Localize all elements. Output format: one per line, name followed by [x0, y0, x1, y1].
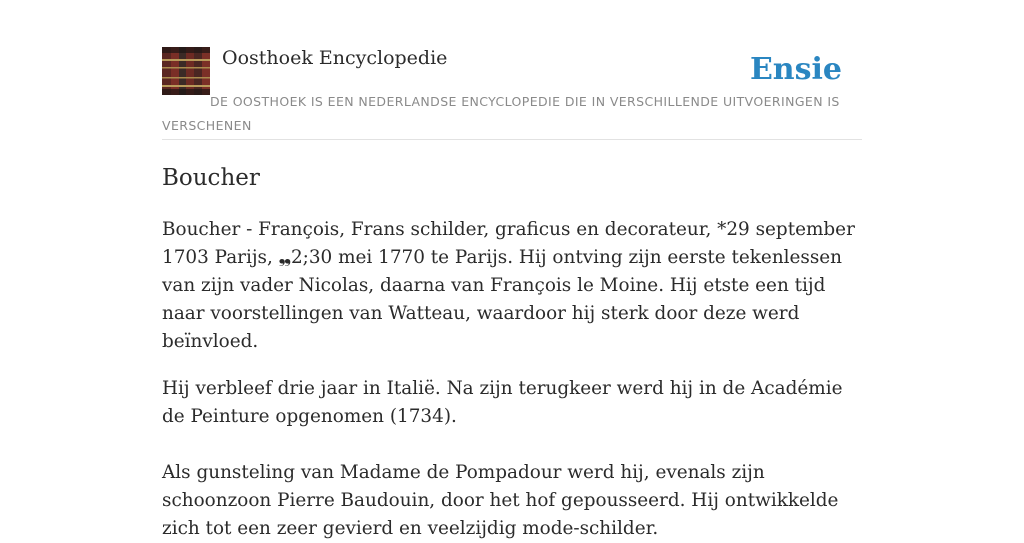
site-tagline: DE OOSTHOEK IS EEN NEDERLANDSE ENCYCLOPEDIE DIE IN VERSCHILLENDE UITVOERINGEN IS VERSCHENEN: [162, 94, 840, 133]
article-paragraph: Hij verbleef drie jaar in Italië. Na zijn terugkeer werd hij in de Académie de Peinture opgenomen (1734).: [162, 378, 843, 427]
article-paragraph: Boucher - François, Frans schilder, graficus en decorateur, *29 september 1703 Parijs, ❠2;30 mei 1770 te Parijs. Hij ontving zijn eerste tekenlessen van zijn vader Nicolas, daarna van François le Moine. Hij etste een tijd naar voorstellingen van Watteau, waardoor hij sterk door deze werd beïnvloed.: [162, 219, 855, 352]
book-spines-icon[interactable]: [162, 47, 210, 95]
article-paragraph: Als gunsteling van Madame de Pompadour werd hij, evenals zijn schoonzoon Pierre Baudouin, door het hof gepousseerd. Hij ontwikkelde zich tot een zeer gevierd en veelzijdig mode-schilder.: [162, 462, 839, 539]
site-header: [162, 0, 862, 140]
article: [162, 160, 862, 543]
ensie-logo[interactable]: Ensie: [749, 52, 842, 87]
site-name[interactable]: Oosthoek Encyclopedie: [222, 47, 448, 69]
article-title: Boucher: [162, 165, 260, 191]
